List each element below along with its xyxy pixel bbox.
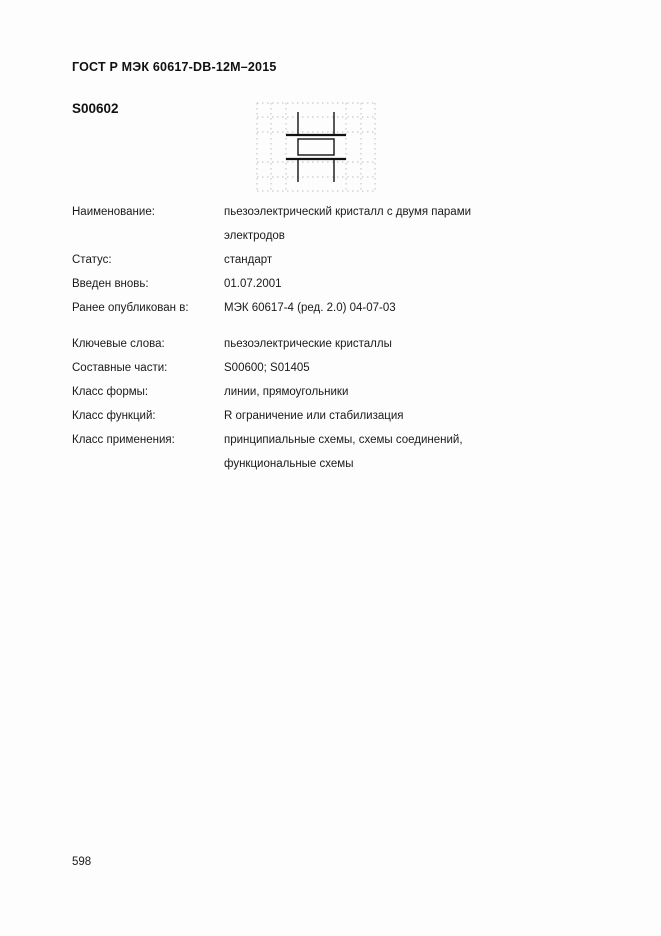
field-label: Введен вновь:	[72, 278, 149, 290]
field-label: Класс применения:	[72, 434, 175, 446]
field-label: Ранее опубликован в:	[72, 302, 189, 314]
field-label: Наименование:	[72, 206, 155, 218]
field-row	[72, 356, 592, 380]
field-label: Класс функций:	[72, 410, 156, 422]
field-row	[72, 428, 592, 476]
symbol-code-title: S00602	[72, 101, 119, 116]
field-row	[72, 200, 592, 248]
field-label: Класс формы:	[72, 386, 149, 398]
field-value-line1: пьезоэлектрический кристалл с двумя парами	[224, 206, 472, 218]
crystal-body-rectangle	[298, 139, 334, 155]
field-row	[72, 404, 592, 428]
field-value: линии, прямоугольники	[224, 386, 349, 398]
field-row	[72, 332, 592, 356]
field-row	[72, 272, 592, 296]
field-row	[72, 248, 592, 272]
field-value: 01.07.2001	[224, 278, 282, 290]
field-value: МЭК 60617-4 (ред. 2.0) 04-07-03	[224, 302, 396, 314]
field-label: Ключевые слова:	[72, 338, 165, 350]
symbol-attribute-list	[72, 200, 592, 476]
piezoelectric-crystal-symbol	[256, 102, 376, 192]
page-number: 598	[72, 856, 92, 868]
document-header-standard-number: ГОСТ Р МЭК 60617-DB-12M–2015	[72, 60, 277, 74]
field-group-separator	[72, 320, 592, 332]
field-label: Составные части:	[72, 362, 168, 374]
field-value	[224, 428, 592, 476]
field-value: S00600; S01405	[224, 362, 310, 374]
field-value: R ограничение или стабилизация	[224, 410, 404, 422]
field-row	[72, 296, 592, 320]
symbol-drawing	[256, 102, 376, 192]
field-value-line2: функциональные схемы	[224, 458, 354, 470]
field-label: Статус:	[72, 254, 112, 266]
field-row	[72, 380, 592, 404]
field-value-line2: электродов	[224, 230, 285, 242]
field-value: пьезоэлектрические кристаллы	[224, 338, 392, 350]
field-value: стандарт	[224, 254, 273, 266]
field-value	[224, 200, 592, 248]
field-value-line1: принципиальные схемы, схемы соединений,	[224, 434, 463, 446]
